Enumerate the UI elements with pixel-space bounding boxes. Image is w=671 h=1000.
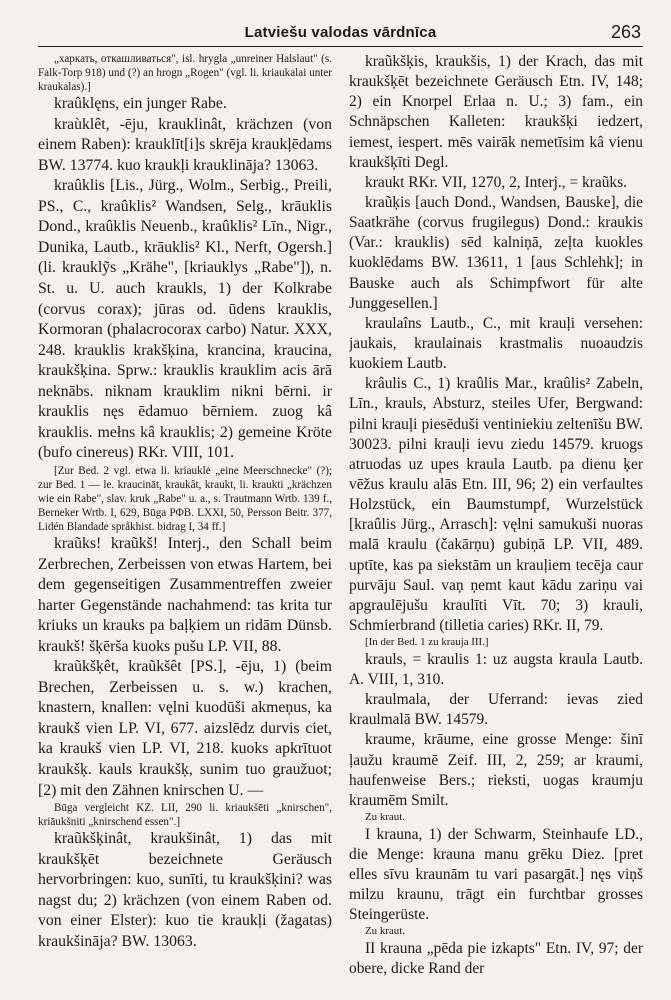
page-number: 263 bbox=[610, 22, 641, 42]
dictionary-entry: kraûklis [Lis., Jürg., Wolm., Serbig., Preili, PS., C., kraûklis² Wandsen, Selg., krāuklis Dond., kraûklis Neuenb., kraûklis² Līn., Nigr., Dunika, Lautb., krāuklis² Kl., Nerft, Ogersh.] (li. krauklỹs „Krähe", [kriauklys „Rabe"]), n. St. u. U. auch kraukls, 1) der Kolkrabe (corvus corax); jūras od. ūdens krauklis, Kormoran (phalacrocorax carbo) Natur. XXX, 248. krauklis krakšķina, krancina, kraucina, kraukšķina. Sprw.: krauklis krauklim acis ārā neknābs. niknam krauklim nikni bērni. ir krauklis nęs ēdamuo bērniem. zuog kâ krauklis. mełns kâ krauklis; 2) gemeine Kröte (bufo cinereus) RKr. VIII, 101. bbox=[38, 177, 332, 462]
dictionary-entry: Zu kraut. bbox=[365, 810, 405, 823]
dictionary-entry: kraùklêt, -ēju, krauklinât, krächzen (von einem Raben): krauklīt[i]s skrēja kraukļēdams BW. 13774. kuo kraukļi krauklināja? 13063. bbox=[38, 115, 332, 174]
left-column bbox=[38, 52, 332, 992]
dictionary-entry: Būga vergleicht KZ. LII, 290 li. kriaukšēti „knirschen", kriāukšniti „knirschend essen".] bbox=[38, 802, 332, 829]
running-title: Latviešu valodas vārdnīca bbox=[244, 24, 437, 41]
dictionary-entry: Zu kraut. bbox=[365, 925, 405, 938]
dictionary-entry: kraûklęns, ein junger Rabe. bbox=[54, 95, 227, 113]
dictionary-entry: kraũkšķis, kraukšis, 1) der Krach, das mit kraukšķēt bezeichnete Geräusch Etn. IV, 148; 2) ein Knorpel Erlaa n. U.; 3) fam., ein Schnäpschen Kalleten: kraukšķi iedzert, iemest, iespert. mēs vairāk nemetīsim kâ vienu kraukšķīti Degl. bbox=[349, 53, 643, 171]
dictionary-entry: [In der Bed. 1 zu krauja III.] bbox=[365, 636, 489, 649]
right-column bbox=[349, 52, 643, 992]
dictionary-entry: [Zur Bed. 2 vgl. etwa li. kriauklė „eine Meerschnecke" (?); zur Bed. 1 — le. kraucināt, kraukât, kraukt, li. kraukti „krächzen wie ein Rabe", slav. kruk „Rabe" u. a., s. Trautmann Wrtb. 139 f., Berneker Wrtb. I, 629, Būga PΦB. LXXI, 50, Persson Beitr. 377, Lidén Blandade språkhist. bidrag I, 34 ff.] bbox=[38, 464, 332, 533]
page-header bbox=[38, 20, 643, 47]
dictionary-entry: krauls, = kraulis 1: uz augsta kraula Lautb. A. VIII, 1, 310. bbox=[349, 650, 643, 688]
dictionary-entry: krâulis C., 1) kraûlis Mar., kraûlis² Zabeln, Līn., krauls, Absturz, steiles Ufer, Bergwand: pilni krauļi piesēduši ventiniekiu zeltenīšu BW. 30023. pilni krauļi ievu ziedu 14579. kruogs atruodas uz upes kraula Lautb. pa dienu ķer vēžus kraulu alās Etn. III, 96; 2) ein verfaultes Holzstück, ein Baumstumpf, Wurzelstück [kraûlis Jürg., Arrasch]: vęlni samukuši nuoras malā kraulu (čakārņu) gubiņā LP. VII, 489. uptīte, kas pa siekstām un krauļiem tecēja caur purvāju Saul. vaņ ņemt kaut kādu zariņu vai apgraulējušu kraulīti Vīt. 70; 3) krauli, Schmierbrand (tilletia caries) RKr. II, 79. bbox=[349, 375, 643, 634]
dictionary-entry: kraulaîns Lautb., C., mit krauļi versehen: jaukais, kraulainais krastmalis nuoaudzis kuokiem Lautb. bbox=[349, 314, 643, 373]
dictionary-entry: kraukt RKr. VII, 1270, 2, Interj., = kraũks. bbox=[365, 173, 627, 191]
dictionary-entry: kraũķis [auch Dond., Wandsen, Bauske], die Saatkrähe (corvus frugilegus) Dond.: kraukis (Var.: krauklis) sēd kalniņā, zeļta kuokles kuoklēdams BW. 13611, 1 [aus Schlehk]; in Bauske auch als Schimpfwort für alte Junggesellen.] bbox=[349, 193, 643, 312]
dictionary-entry: kraume, krāume, eine grosse Menge: šinī ļaužu kraumē Zeif. III, 2, 259; ar kraumi, haufenweise Bers.; rieksti, uogas kraumju kraumēm Smilt. bbox=[349, 731, 643, 809]
dictionary-entry: kraũkšķêt, kraũkšêt [PS.], -ēju, 1) (beim Brechen, Zerbeissen u. s. w.) krachen, knastern, knallen: vęlni kuodūši akmeņus, ka kraukš vien LP. VI, 677. aizslēdz durvis ciet, ka kraukš vien LP. VI, 218. kuoks apkrītuot kraukšķ. kauls kraukšķ, sunim tuo graužuot; [2) mit den Zähnen knirschen U. — bbox=[38, 658, 332, 799]
dictionary-entry: kraulmala, der Uferrand: ievas zied kraulmalā BW. 14579. bbox=[349, 691, 643, 729]
dictionary-entry: kraũks! kraũkš! Interj., den Schall beim Zerbrechen, Zerbeissen von etwas Hartem, bei dem gegenseitigen Zusammentreffen zweier harter Gegenstände nachahmend: tas krita tur kriuks un krauks pa baļķiem un ridām Dünsb. kraukš! šķērša kuoks pušu LP. VII, 88. bbox=[38, 534, 332, 655]
dictionary-entry: „харкать, откашливаться", isl. hrygla „unreiner Halslaut" (s. Falk-Torp 918) und (?) an hrogn „Rogen" (vgl. li. kriaukalai unter kraukalas).] bbox=[38, 53, 332, 94]
dictionary-entry: kraũkšķinât, kraukšinât, 1) das mit kraukšķēt bezeichnete Geräusch hervorbringen: kuo, sunīti, tu kraukšķini? was nagst du; 2) krächzen (von einem Raben od. von einer Elster): kuo tie kraukļi (žagatas) kraukšināja? BW. 13063. bbox=[38, 830, 332, 950]
dictionary-entry: I krauna, 1) der Schwarm, Steinhaufe LD., die Menge: krauna manu grēku Diez. [pret elles sīvu kraunām tu vari pasargāt.] nęs viņš milzu kraunu, trāgt ein furchtbar grosses Steingerüste. bbox=[349, 825, 643, 924]
dictionary-entry: II krauna „pēda pie izkapts" Etn. IV, 97; der obere, dicke Rand der bbox=[349, 940, 643, 978]
